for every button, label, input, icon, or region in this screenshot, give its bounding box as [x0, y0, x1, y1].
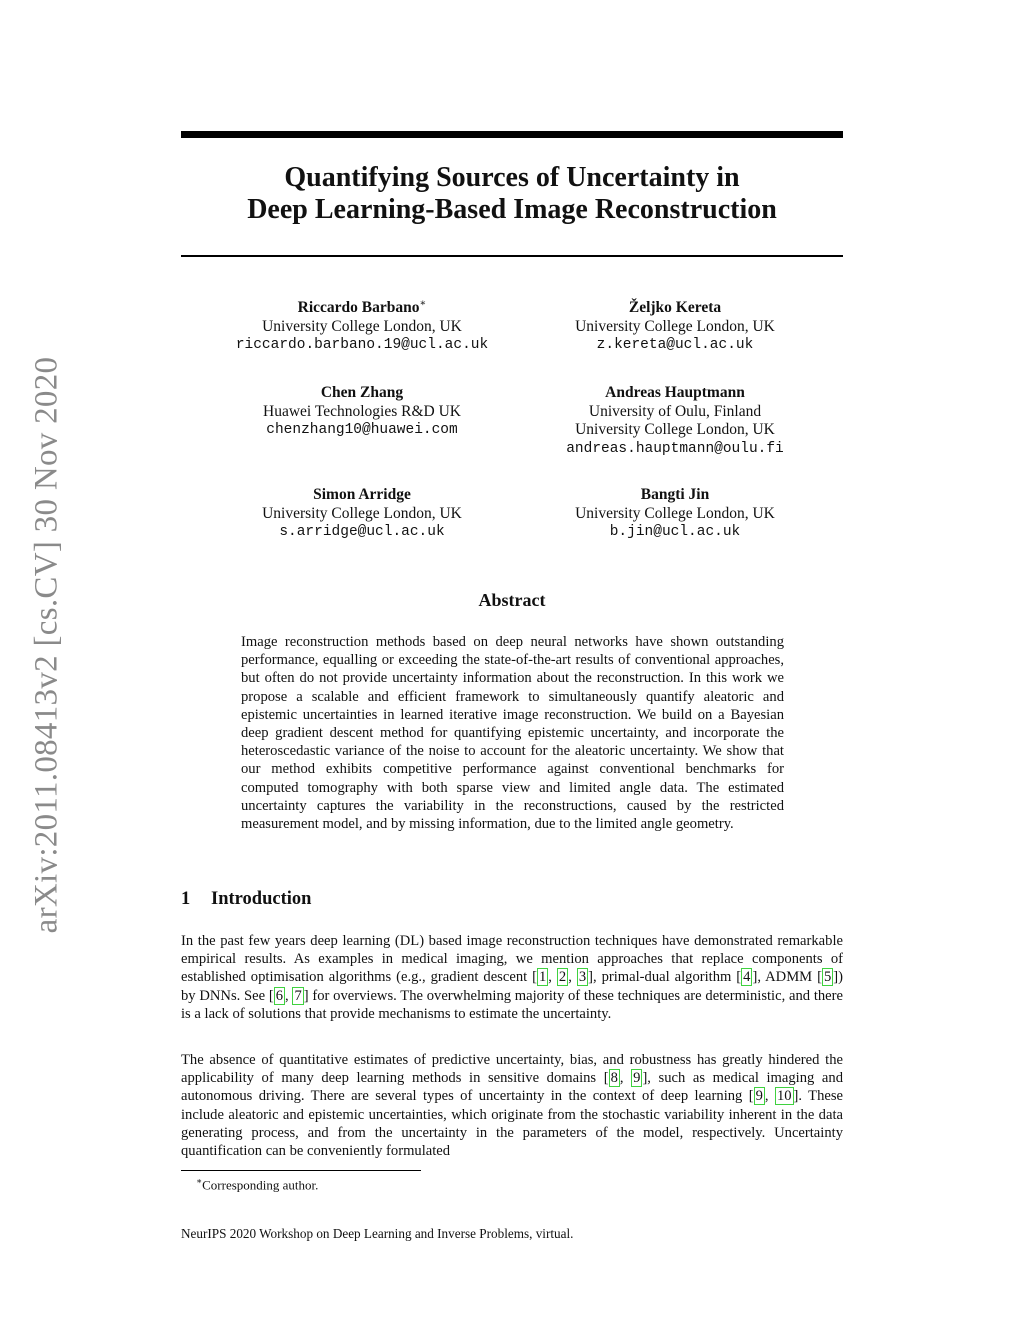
- author-name: Riccardo Barbano: [297, 299, 420, 316]
- author-block: [510, 384, 840, 458]
- citation-link[interactable]: 1: [539, 969, 547, 986]
- author-block: [510, 486, 840, 542]
- author-affiliation: University College London, UK: [262, 317, 462, 335]
- arxiv-id: arXiv:2011.08413v2 [cs.CV] 30 Nov 2020: [28, 356, 65, 934]
- author-block: [197, 486, 527, 542]
- venue-note: NeurIPS 2020 Workshop on Deep Learning and Inverse Problems, virtual.: [181, 1226, 574, 1241]
- author-affiliation: Huawei Technologies R&D UK: [263, 402, 461, 420]
- title-line-1: Quantifying Sources of Uncertainty in: [284, 162, 740, 193]
- author-block: [197, 384, 527, 440]
- citation-link[interactable]: 4: [743, 969, 751, 986]
- footnote-text: Corresponding author.: [202, 1177, 319, 1193]
- citation-link[interactable]: 10: [776, 1088, 792, 1105]
- intro-paragraph-1: In the past few years deep learning (DL) based image reconstruction techniques have demonstrated remarkable empirical results. As examples in medical imaging, we mention approaches that replace components of established optimisation algorithms (e.g., gradient descent [ 1 , 2 , 3 ], primal-dual algorithm [ 4 ], ADMM [ 5 ]) by DNNs. See [ 6 , 7 ] for overviews. The overwhelming majority of these techniques are deterministic, and there is a lack of solutions that provide mechanisms to estimate the uncertainty.: [181, 933, 844, 1022]
- author-affiliation: University College London, UK: [262, 504, 462, 522]
- title-bottom-rule: [181, 255, 843, 257]
- section-title: Introduction: [211, 889, 312, 909]
- title-line-2: Deep Learning-Based Image Reconstruction: [247, 194, 777, 225]
- abstract-text: Image reconstruction methods based on deep neural networks have shown outstanding performance, equalling or exceeding the state-of-the-art results of conventional approaches, but often do not provide uncertainty information about the reconstruction. In this work we propose a scalable and efficient framework to simultaneously quantify aleatoric and epistemic uncertainties in learned iterative image reconstruction. We build on a Bayesian deep gradient descent method for quantifying epistemic uncertainty, and incorporate the heteroscedastic variance of the noise to account for the aleatoric uncertainty. We show that our method exhibits competitive performance against conventional benchmarks for computed tomography with both sparse view and limited angle data. The estimated uncertainty captures the variability in the reconstructions, caused by the restricted measurement model, and by missing information, due to the limited angle geometry.: [241, 634, 784, 833]
- author-email[interactable]: z.kereta@ucl.ac.uk: [596, 337, 754, 353]
- citation-link[interactable]: 6: [275, 987, 284, 1004]
- paper-title: [181, 162, 843, 226]
- footnote-rule: [181, 1170, 421, 1171]
- abstract-heading: Abstract: [478, 590, 546, 610]
- author-email[interactable]: andreas.hauptmann@oulu.fi: [566, 440, 784, 457]
- author-name: Chen Zhang: [320, 384, 404, 401]
- author-name: Željko Kereta: [628, 299, 722, 316]
- author-email[interactable]: s.arridge@ucl.ac.uk: [279, 524, 445, 540]
- citation-link[interactable]: 2: [558, 969, 567, 986]
- author-affiliation: University College London, UK: [575, 504, 775, 522]
- footnote-mark: ∗: [196, 1176, 203, 1186]
- citation-link[interactable]: 9: [633, 1070, 641, 1087]
- intro-paragraph-2: The absence of quantitative estimates of predictive uncertainty, bias, and robustness has greatly hindered the applicability of many deep learning methods in sensitive domains [ 8 , 9 ], such as medical imaging and autonomous driving. There are several types of uncertainty in the context of deep learning [ 9 , 10 ]. These include aleatoric and epistemic uncertainties, which originate from the stochastic variability inherent in the data generating process, and from the uncertainty in the parameters of the model, respectively. Uncertainty quantification can be conveniently formulated: [181, 1052, 844, 1160]
- citation-link[interactable]: 9: [755, 1088, 763, 1105]
- author-affiliation-2: University College London, UK: [575, 421, 775, 438]
- section-number: 1: [181, 889, 191, 909]
- citation-link[interactable]: 7: [294, 987, 302, 1004]
- citation-link[interactable]: 5: [823, 969, 832, 986]
- citation-link[interactable]: 8: [610, 1070, 618, 1087]
- footnote: [196, 1176, 318, 1193]
- author-email[interactable]: chenzhang10@huawei.com: [266, 422, 458, 438]
- author-name: Simon Arridge: [313, 486, 411, 503]
- author-affiliation: University College London, UK: [575, 317, 775, 335]
- author-block: [197, 299, 527, 355]
- author-email[interactable]: riccardo.barbano.19@ucl.ac.uk: [235, 337, 489, 353]
- citation-link[interactable]: 3: [578, 969, 587, 986]
- author-affiliation: University of Oulu, Finland: [588, 402, 762, 420]
- footnote-mark[interactable]: ∗: [419, 298, 427, 309]
- author-name: Andreas Hauptmann: [605, 384, 745, 401]
- author-name: Bangti Jin: [640, 486, 710, 503]
- section-heading: [181, 889, 311, 910]
- title-top-rule: [181, 131, 843, 138]
- author-email[interactable]: b.jin@ucl.ac.uk: [609, 524, 741, 540]
- author-block: [510, 299, 840, 355]
